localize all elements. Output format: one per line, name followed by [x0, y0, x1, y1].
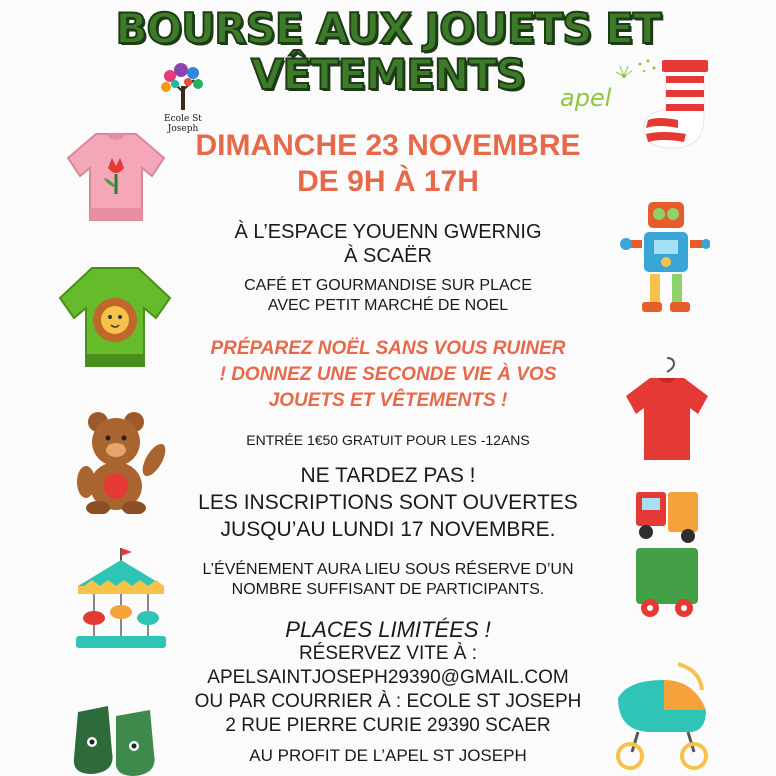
toy-truck-icon: [632, 488, 702, 624]
teddy-bear-icon: [72, 410, 166, 514]
extras-line-2: AVEC PETIT MARCHÉ DE NOEL: [267, 297, 509, 314]
registration-line-2: LES INSCRIPTIONS SONT OUVERTES: [198, 491, 578, 514]
notice-line-1: L’ÉVÉNEMENT AURA LIEU SOUS RÉSERVE D’UN: [202, 561, 574, 578]
school-logo: [148, 60, 218, 134]
tshirt-icon: [624, 356, 710, 462]
slogan: [150, 336, 626, 414]
stroller-icon: [608, 660, 712, 772]
entry-price: ENTRÉE 1€50 GRATUIT POUR LES -12ANS: [246, 432, 530, 448]
title-line-2: VÊTEMENTS: [250, 50, 526, 99]
footer: AU PROFIT DE L’APEL ST JOSEPH: [249, 746, 527, 765]
slogan-line-1: PRÉPAREZ NOËL SANS VOUS RUINER: [210, 338, 566, 359]
booking-line-1: RÉSERVEZ VITE À :: [298, 643, 478, 664]
registration-line-3: JUSQU’AU LUNDI 17 NOVEMBRE.: [220, 518, 556, 541]
booking-email: APELSAINTJOSEPH29390@GMAIL.COM: [207, 667, 569, 688]
event-hours: DE 9H À 17H: [297, 165, 479, 198]
registration: [150, 462, 626, 543]
event-day: DIMANCHE 23 NOVEMBRE: [195, 129, 581, 162]
places-limited: PLACES LIMITÉES !: [285, 617, 491, 642]
robot-icon: [618, 196, 710, 318]
location-line-2: À SCAËR: [344, 245, 432, 267]
notice: [150, 560, 626, 600]
slogan-line-2: ! DONNEZ UNE SECONDE VIE À VOS: [219, 364, 557, 385]
sweater-tulip-icon: [66, 128, 166, 224]
location-line-1: À L’ESPACE YOUENN GWERNIG: [234, 221, 542, 243]
socks-icon: [68, 702, 168, 776]
tree-logo-icon: [148, 60, 218, 112]
title-line-1: BOURSE AUX JOUETS ET: [115, 4, 661, 53]
event-extras: [150, 276, 626, 316]
registration-line-1: NE TARDEZ PAS !: [300, 464, 476, 487]
booking-line-3: 2 RUE PIERRE CURIE 29390 SCAER: [225, 715, 551, 736]
extras-line-1: CAFÉ ET GOURMANDISE SUR PLACE: [244, 277, 532, 294]
booking: [150, 618, 626, 738]
sweater-lion-icon: [56, 262, 174, 372]
event-date: [150, 128, 626, 200]
booking-line-2: OU PAR COURRIER À : ECOLE ST JOSEPH: [194, 691, 582, 712]
notice-line-2: NOMBRE SUFFISANT DE PARTICIPANTS.: [231, 581, 545, 598]
apel-logo-text: apel: [560, 84, 612, 112]
carousel-icon: [74, 546, 168, 650]
school-logo-text: Ecole St Joseph: [164, 114, 202, 134]
event-location: [150, 220, 626, 268]
stocking-icon: [638, 58, 714, 154]
slogan-line-3: JOUETS ET VÊTEMENTS !: [268, 390, 508, 411]
